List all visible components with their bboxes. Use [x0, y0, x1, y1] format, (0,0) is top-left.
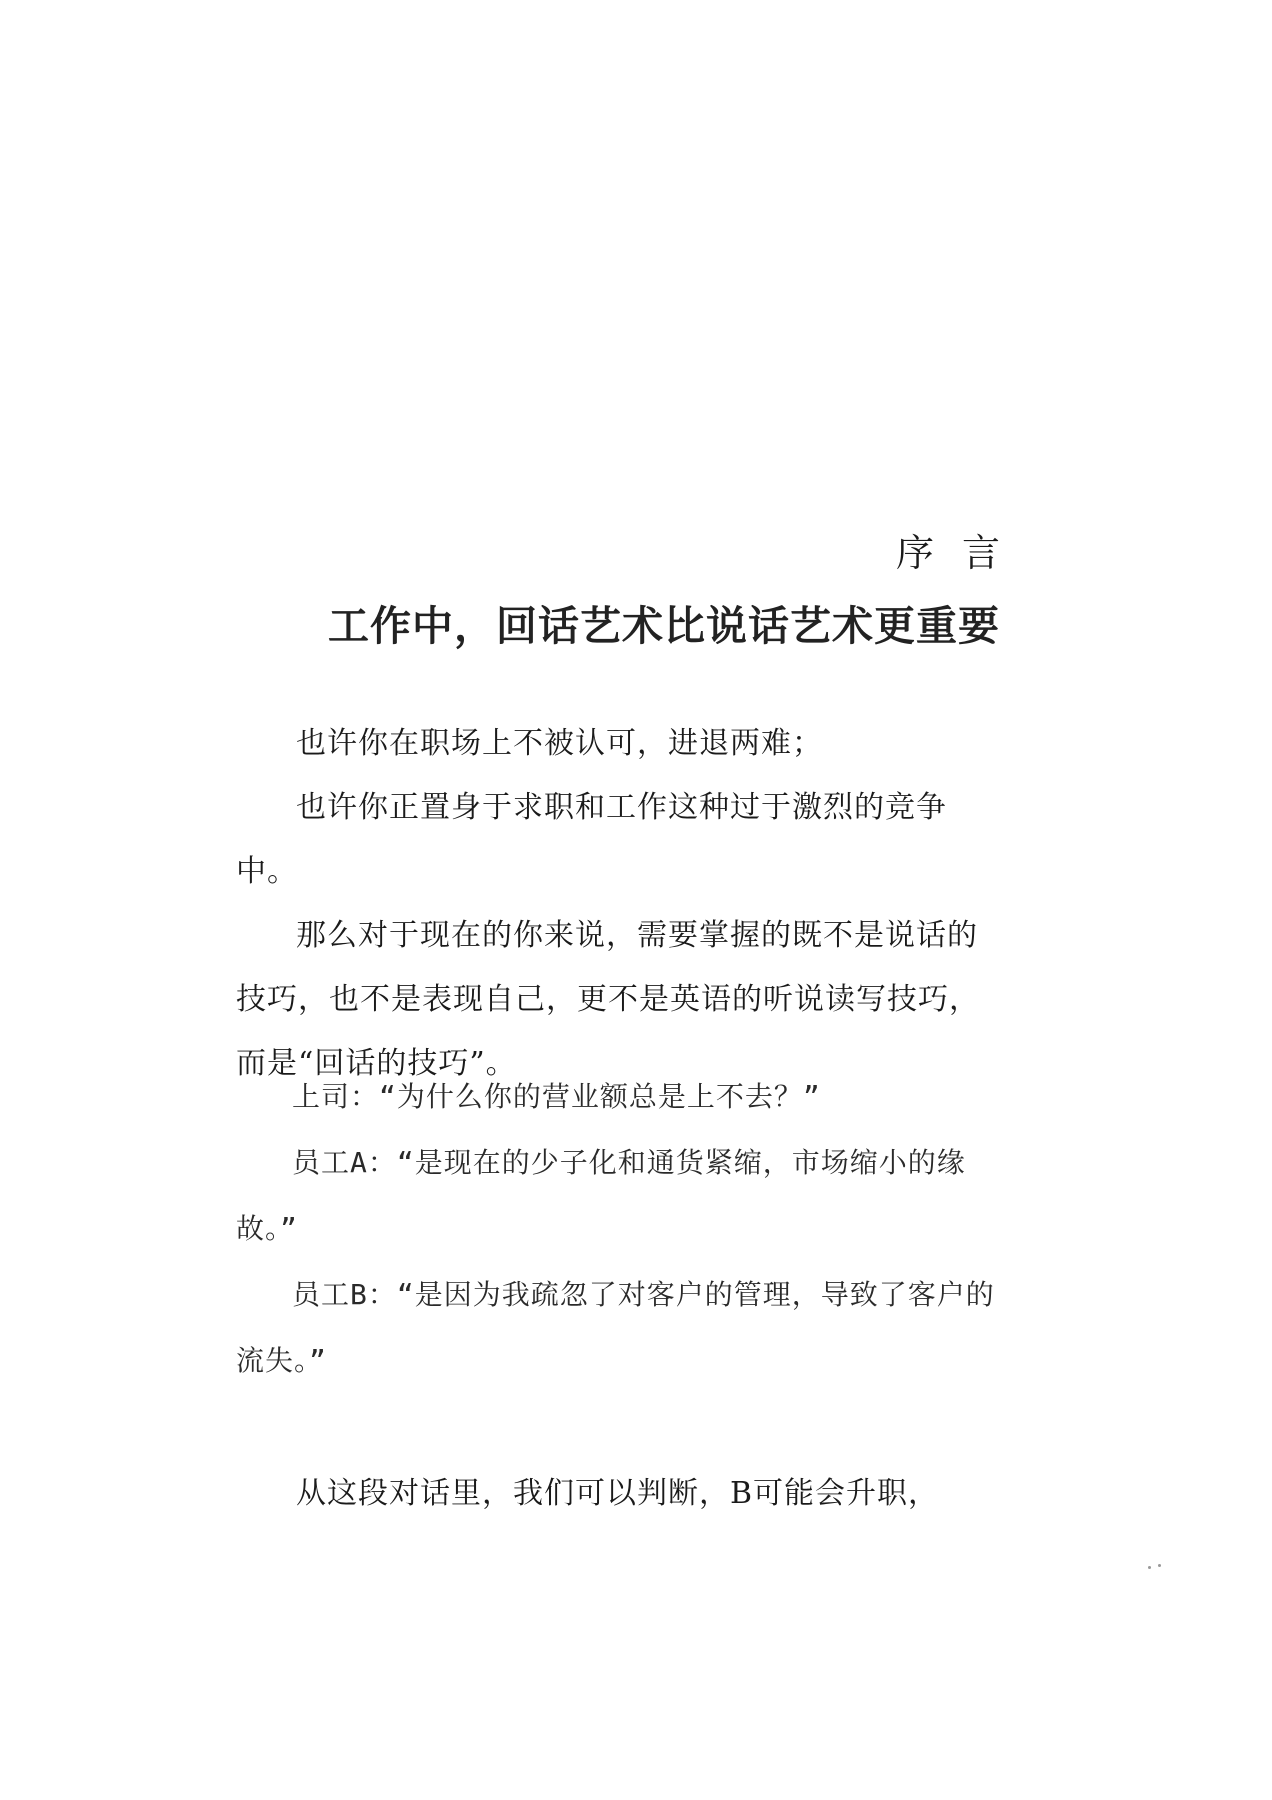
- dialog-line-employee-b: 员工B：“是因为我疏忽了对客户的管理，导致了客户的流失。”: [236, 1278, 995, 1377]
- dialog-section: [236, 1064, 1000, 1394]
- dialog-line-boss: 上司：“为什么你的营业额总是上不去？”: [292, 1080, 821, 1113]
- closing-section: [236, 1462, 1000, 1526]
- paragraph: 也许你在职场上不被认可，进退两难；: [296, 726, 823, 761]
- intro-section: [236, 712, 1000, 1096]
- scan-speck: [1158, 1564, 1161, 1567]
- scan-speck: [1148, 1566, 1151, 1569]
- chapter-heading: [328, 526, 1028, 654]
- paragraph: 也许你正置身于求职和工作这种过于激烈的竞争中。: [236, 790, 947, 889]
- chapter-label: 序言: [895, 531, 1028, 575]
- chapter-title: 工作中，回话艺术比说话艺术更重要: [328, 602, 1000, 650]
- paragraph: 那么对于现在的你来说，需要掌握的既不是说话的技巧，也不是表现自己，更不是英语的听说读写技巧，而是“回话的技巧”。: [236, 918, 980, 1081]
- paragraph: 从这段对话里，我们可以判断，B可能会升职，: [296, 1476, 940, 1511]
- dialog-line-employee-a: 员工A：“是现在的少子化和通货紧缩，市场缩小的缘故。”: [236, 1146, 966, 1245]
